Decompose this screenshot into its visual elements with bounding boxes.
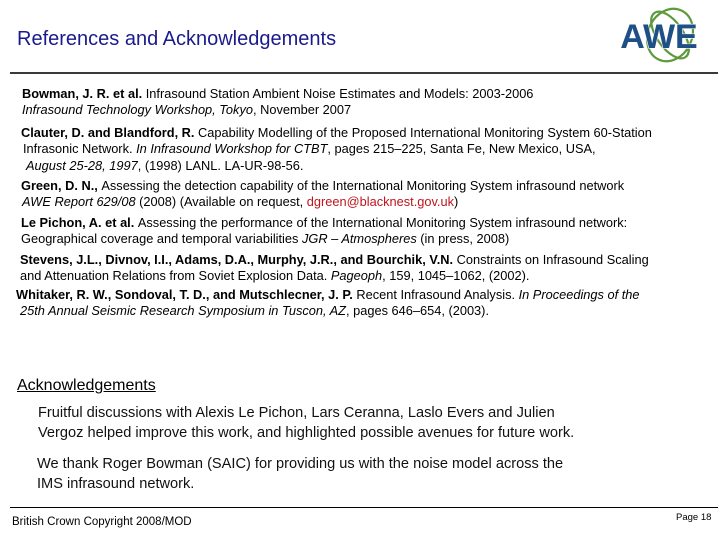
reference-venue: In Proceedings of the (518, 287, 640, 302)
reference-text: , pages 215–225, Santa Fe, New Mexico, USA, (327, 141, 596, 157)
reference-text: , (1998) LANL. LA-UR-98-56. (137, 157, 304, 173)
reference-line (16, 287, 640, 303)
footer-divider (10, 507, 718, 508)
reference-text: Constraints on Infrasound Scaling (456, 252, 649, 267)
reference-text: (in press, 2008) (416, 231, 510, 247)
reference-text: Assessing the detection capability of the International Monitoring System infrasound network (101, 178, 625, 193)
reference-line (16, 303, 640, 319)
reference-line (21, 231, 627, 247)
copyright-text: British Crown Copyright 2008/MOD (12, 516, 192, 528)
reference-le-pichon (21, 215, 627, 248)
reference-authors: Whitaker, R. W., Sondoval, T. D., and Mutschlecner, J. P. (16, 287, 357, 302)
reference-venue: 25th Annual Seismic Research Symposium in Tuscon, AZ (20, 303, 346, 319)
email-link[interactable]: dgreen@blacknest.gov.uk (306, 194, 455, 210)
reference-authors: Le Pichon, A. et al. (21, 215, 138, 230)
reference-text: , pages 646–654, (2003). (345, 303, 489, 319)
reference-text: and Attenuation Relations from Soviet Explosion Data. (20, 268, 331, 284)
reference-line (21, 194, 624, 210)
awe-logo (604, 4, 714, 66)
reference-line (21, 215, 627, 231)
reference-line (21, 141, 652, 157)
reference-green (21, 178, 624, 211)
reference-venue: AWE Report 629/08 (22, 194, 136, 210)
reference-venue: In Infrasound Workshop for CTBT (136, 141, 328, 157)
acknowledgements-heading: Acknowledgements (17, 377, 156, 394)
acknowledgement-line: We thank Roger Bowman (SAIC) for providing us with the noise model across the (37, 456, 564, 472)
page-title: References and Acknowledgements (17, 28, 337, 50)
reference-venue: Pageoph (330, 268, 383, 284)
reference-stevens (20, 252, 649, 285)
reference-line (20, 268, 649, 284)
acknowledgement-line: IMS infrasound network. (37, 476, 195, 492)
reference-text: , November 2007 (252, 102, 352, 118)
reference-text: (2008) (Available on request, (135, 194, 307, 210)
reference-line (21, 178, 624, 194)
reference-venue: August 25-28, 1997 (26, 157, 138, 173)
reference-whitaker (16, 287, 640, 320)
header-divider (10, 72, 718, 74)
reference-line (21, 125, 652, 141)
reference-line (20, 252, 649, 268)
reference-authors: Stevens, J.L., Divnov, I.I., Adams, D.A., Murphy, J.R., and Bourchik, V.N. (20, 252, 457, 267)
reference-venue: JGR – Atmospheres (301, 231, 417, 247)
reference-clauter (21, 125, 652, 174)
reference-text: Geographical coverage and temporal variabilities (21, 231, 302, 247)
reference-line (22, 102, 533, 118)
acknowledgement-line: Fruitful discussions with Alexis Le Pichon, Lars Ceranna, Laslo Evers and Julien (38, 405, 555, 421)
acknowledgements-paragraph (37, 454, 563, 494)
acknowledgement-line: Vergoz helped improve this work, and highlighted possible avenues for future work. (38, 425, 575, 441)
page-number: Page 18 (676, 512, 712, 523)
reference-text: , 159, 1045–1062, (2002). (382, 268, 530, 284)
reference-authors: Green, D. N., (21, 178, 102, 193)
logo-text: AWE (620, 18, 698, 56)
reference-text: Assessing the performance of the International Monitoring System infrasound network: (137, 215, 628, 230)
reference-text: Recent Infrasound Analysis. (356, 287, 519, 302)
reference-text: Infrasonic Network. (23, 141, 137, 157)
reference-authors: Clauter, D. and Blandford, R. (21, 125, 199, 140)
reference-text: Infrasound Station Ambient Noise Estimates and Models: 2003-2006 (145, 86, 534, 101)
acknowledgements-paragraph (38, 403, 574, 443)
reference-line (22, 86, 533, 102)
reference-text: ) (454, 194, 459, 210)
reference-authors: Bowman, J. R. et al. (22, 86, 146, 101)
reference-venue: Infrasound Technology Workshop, Tokyo (22, 102, 253, 118)
reference-line (21, 158, 652, 174)
reference-bowman (22, 86, 533, 119)
reference-text: Capability Modelling of the Proposed International Monitoring System 60-Station (198, 125, 652, 140)
